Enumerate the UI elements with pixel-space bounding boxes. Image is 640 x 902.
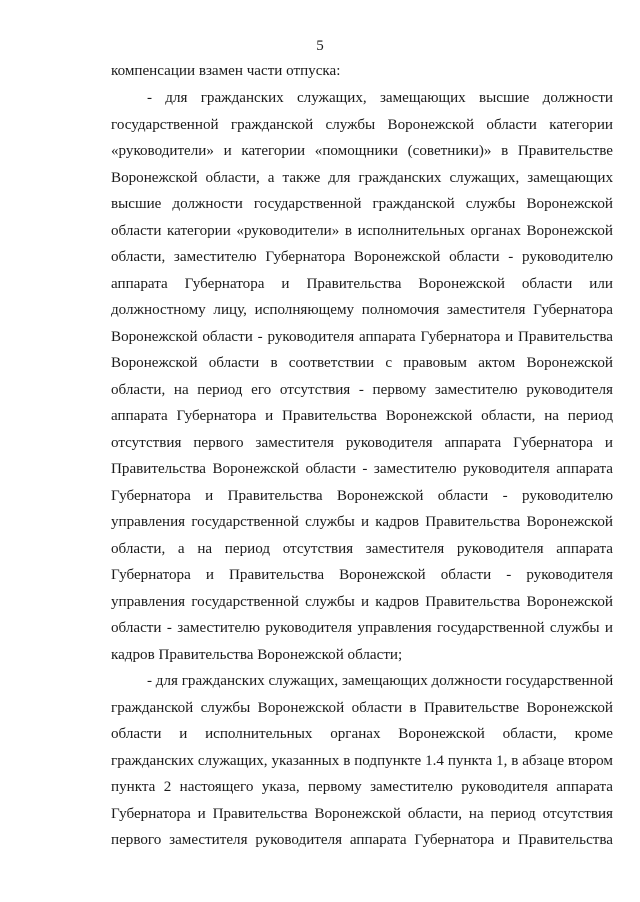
text-line: высшие должности государственной гражданской службы Воронежской (111, 196, 613, 212)
text-line: Губернатора и Правительства Воронежской области - руководителю (111, 488, 613, 504)
text-line: гражданских служащих, указанных в подпункте 1.4 пункта 1, в абзаце втором (111, 753, 613, 769)
text-line: Воронежской области в соответствии с правовым актом Воронежской (111, 355, 613, 371)
text-line: гражданской службы Воронежской области в Правительстве Воронежской (111, 700, 613, 716)
text-line: управления государственной службы и кадров Правительства Воронежской (111, 514, 613, 530)
text-line: пункта 2 настоящего указа, первому заместителю руководителя аппарата (111, 779, 613, 795)
text-line: кадров Правительства Воронежской области; (111, 647, 403, 663)
text-line: аппарата Губернатора и Правительства Воронежской области, на период (111, 408, 613, 424)
text-line: области категории «руководители» в исполнительных органах Воронежской (111, 223, 613, 239)
text-line: Воронежской области, а также для гражданских служащих, замещающих (111, 170, 613, 186)
text-line: области - заместителю руководителя управления государственной службы и (111, 620, 613, 636)
text-line: Губернатора и Правительства Воронежской области - руководителя (111, 567, 613, 583)
text-line: Губернатора и Правительства Воронежской области, на период отсутствия (111, 806, 613, 822)
text-line: отсутствия первого заместителя руководителя аппарата Губернатора и (111, 435, 613, 451)
text-line: - для гражданских служащих, замещающих должности государственной (147, 673, 614, 689)
text-line: - для гражданских служащих, замещающих высшие должности (147, 90, 613, 106)
text-line: государственной гражданской службы Воронежской области категории (111, 117, 613, 133)
text-line: управления государственной службы и кадров Правительства Воронежской (111, 594, 613, 610)
text-line: области, заместителю Губернатора Воронежской области - руководителю (111, 249, 613, 265)
text-line: «руководители» и категории «помощники (советники)» в Правительстве (111, 143, 613, 159)
text-line: Воронежской области - руководителя аппарата Губернатора и Правительства (111, 329, 613, 345)
text-line: области, а на период отсутствия заместителя руководителя аппарата (111, 541, 613, 557)
text-line: должностному лицу, исполняющему полномочия заместителя Губернатора (111, 302, 613, 318)
text-line: аппарата Губернатора и Правительства Воронежской области или (111, 276, 613, 292)
text-line: первого заместителя руководителя аппарата Губернатора и Правительства (111, 832, 613, 848)
text-line: области и исполнительных органах Воронежской области, кроме (111, 726, 613, 742)
text-line: области, на период его отсутствия - первому заместителю руководителя (111, 382, 613, 398)
text-line: компенсации взамен части отпуска: (111, 63, 341, 79)
page-number: 5 (316, 38, 324, 54)
text-line: Правительства Воронежской области - заместителю руководителя аппарата (111, 461, 613, 477)
